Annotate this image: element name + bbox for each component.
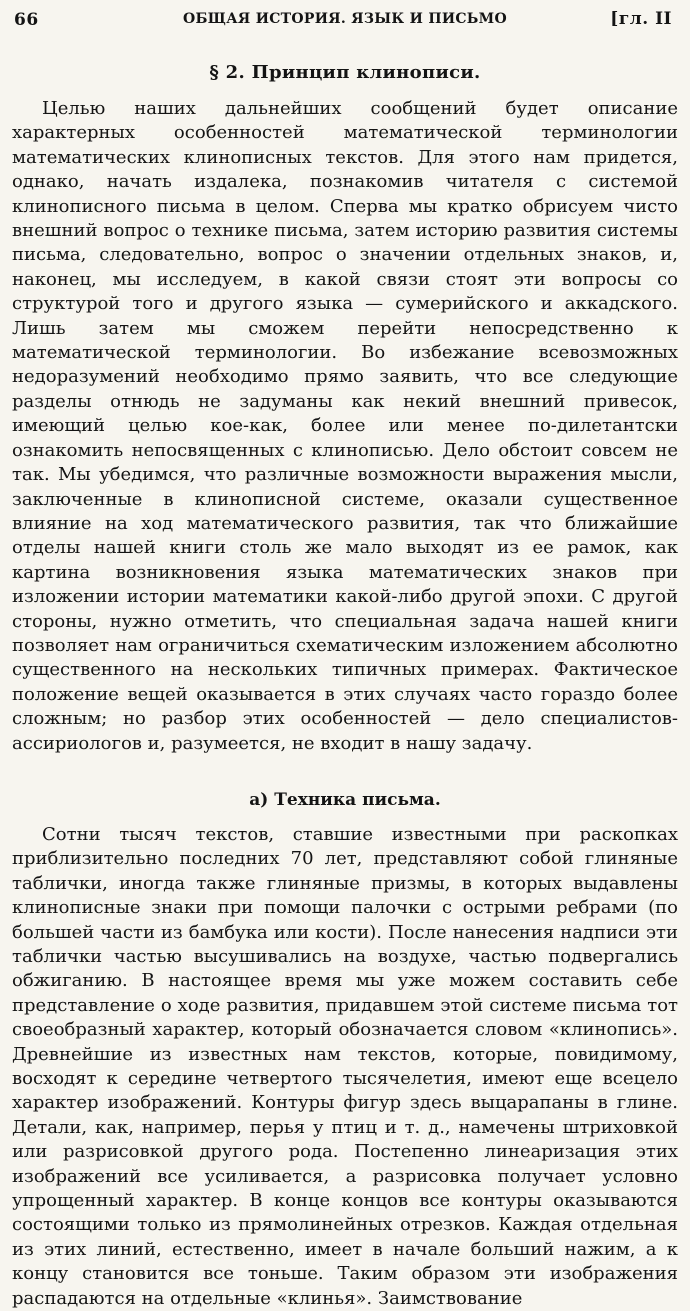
chapter-marker: [гл. II xyxy=(610,9,672,29)
body-paragraph: Целью наших дальнейших сообщений будет описание характерных особенностей математической терминологии математических клинописных текстов. Для этого нам придется, однако, начать издалека, познакомив читателя с системой клинописного письма в целом. Сперва мы кратко обрисуем чисто внешний вопрос о технике письма, затем историю развития системы письма, следовательно, вопрос о значении отдельных знаков, и, наконец, мы исследуем, в какой связи стоят эти вопросы со структурой того и другого языка — сумерийского и аккадского. Лишь затем мы сможем перейти непосредственно к математической терминологии. Во избежание всевозможных недоразумений необходимо прямо заявить, что все следующие разделы отнюдь не задуманы как некий внешний привесок, имеющий целью кое-как, более или менее по-дилетантски ознакомить непосвященных с клинописью. Дело обстоит совсем не так. Мы убедимся, что различные возможности выражения мысли, заключенные в клинописной системе, оказали существенное влияние на ход математического развития, так что ближайшие отделы нашей книги столь же мало выходят из ее рамок, как картина возникновения языка математических знаков при изложении истории математики какой-либо другой эпохи. С другой стороны, нужно отметить, что специальная задача нашей книги позволяет нам ограничиться схематическим изложением абсолютно существенного на нескольких типичных примерах. Фактическое положение вещей оказывается в этих случаях часто гораздо более сложным; но разбор этих особенностей — дело специалистов-ассириологов и, разумеется, не входит в нашу задачу. xyxy=(12,98,678,754)
subsection-title: а) Техника письма. xyxy=(249,789,441,810)
section-title: § 2. Принцип клинописи. xyxy=(209,62,481,83)
running-head xyxy=(12,8,678,34)
page-number: 66 xyxy=(14,10,39,30)
body-paragraph: Сотни тысяч текстов, ставшие известными при раскопках приблизительно последних 70 лет, представляют собой глиняные таблички, иногда также глиняные призмы, в которых выдавлены клинописные знаки при помощи палочки с острыми ребрами (по большей части из бамбука или кости). После нанесения надписи эти таблички частью высушивались на воздухе, частью подвергались обжиганию. В настоящее время мы уже можем составить себе представление о ходе развития, придавшем этой системе письма тот своеобразный характер, который обозначается словом «клинопись». Древнейшие из известных нам текстов, которые, повидимому, восходят к середине четвертого тысячелетия, имеют еще всецело характер изображений. Контуры фигур здесь выцарапаны в глине. Детали, как, например, перья у птиц и т. д., намечены штриховкой или разрисовкой другого рода. Постепенно линеаризация этих изображений все усиливается, а разрисовка получает условно упрощенный характер. В конце концов все контуры оказываются состоящими только из прямолинейных отрезков. Каждая отдельная из этих линий, естественно, имеет в начале больший нажим, а к концу становится все тоньше. Таким образом эти изображения распадаются на отдельные «клинья». Заимствование xyxy=(12,823,678,1309)
running-title: ОБЩАЯ ИСТОРИЯ. ЯЗЫК И ПИСЬМО xyxy=(183,11,507,27)
